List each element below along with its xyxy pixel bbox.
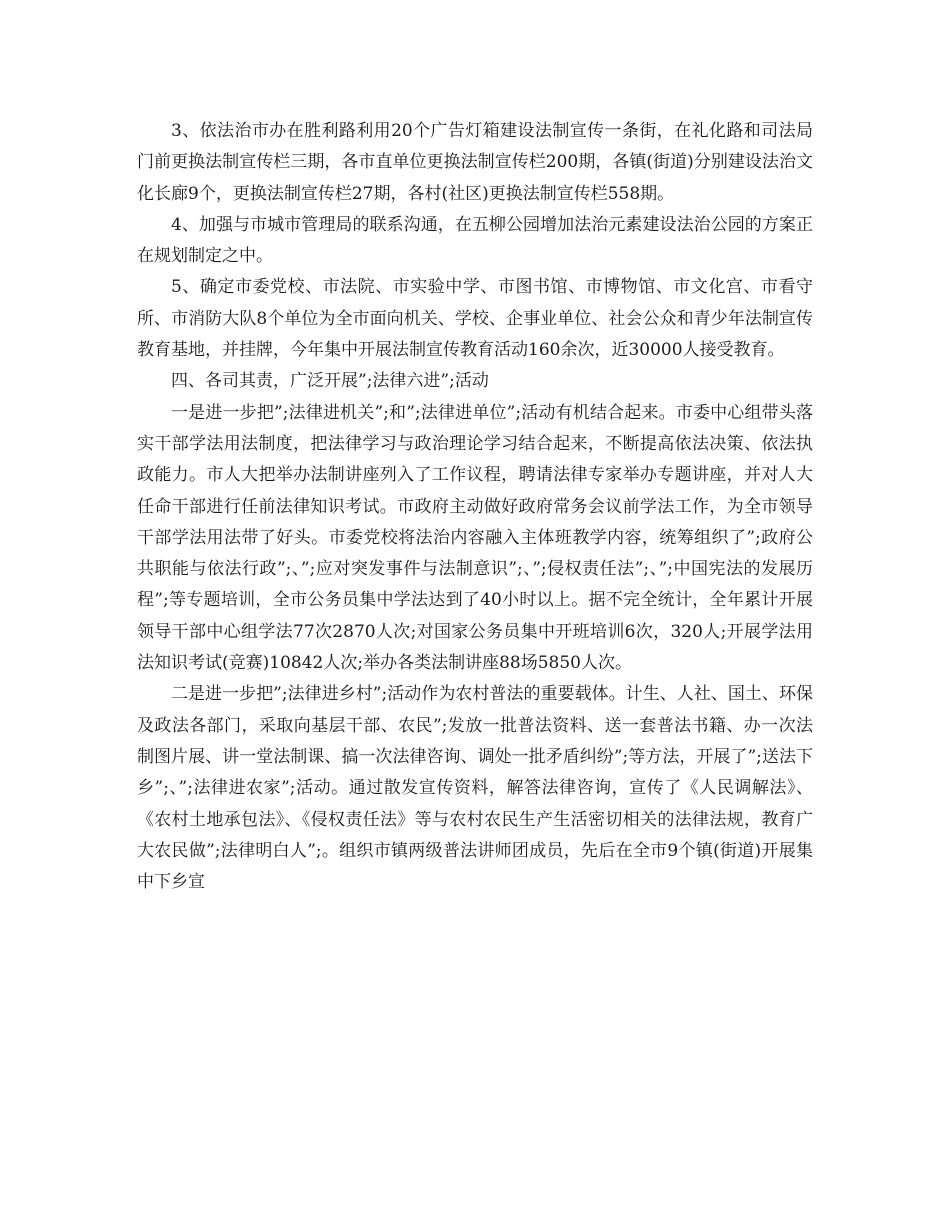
paragraph-item-3: 3、依法治市办在胜利路利用20个广告灯箱建设法制宣传一条街，在礼化路和司法局门前更换法制宣传栏三期，各市直单位更换法制宣传栏200期，各镇(街道)分别建设法治文化长廊9个，更换法制宣传栏27期，各村(社区)更换法制宣传栏558期。 <box>137 121 813 204</box>
paragraph-law-into-villages: 二是进一步把”;法律进乡村”;活动作为农村普法的重要载体。计生、人社、国土、环保及政法各部门，采取向基层干部、农民”;发放一批普法资料、送一套普法书籍、办一次法制图片展、讲一堂法制课、搞一次法律咨询、调处一批矛盾纠纷”;等方法，开展了”;送法下乡”;、”;法律进农家”;活动。通过散发宣传资料，解答法律咨询，宣传了《人民调解法》、《农村土地承包法》、《侵权责任法》等与农村农民生产生活密切相关的法律法规，教育广大农民做”;法律明白人”;。组织市镇两级普法讲师团成员，先后在全市9个镇(街道)开展集中下乡宣 <box>137 684 813 893</box>
paragraph-law-into-agencies: 一是进一步把”;法律进机关”;和”;法律进单位”;活动有机结合起来。市委中心组带头落实干部学法用法制度，把法律学习与政治理论学习结合起来，不断提高依法决策、依法执政能力。市人大把举办法制讲座列入了工作议程，聘请法律专家举办专题讲座，并对人大任命干部进行任前法律知识考试。市政府主动做好政府常务会议前学法工作，为全市领导干部学法用法带了好头。市委党校将法治内容融入主体班教学内容，统筹组织了”;政府公共职能与依法行政”;、”;应对突发事件与法制意识”;、”;侵权责任法”;、”;中国宪法的发展历程”;等专题培训，全市公务员集中学法达到了40小时以上。据不完全统计，全年累计开展领导干部中心组学法77次2870人次;对国家公务员集中开班培训6次，320人;开展学法用法知识考试(竞赛)10842人次;举办各类法制讲座88场5850人次。 <box>137 402 813 674</box>
paragraph-item-5: 5、确定市委党校、市法院、市实验中学、市图书馆、市博物馆、市文化宫、市看守所、市消防大队8个单位为全市面向机关、学校、企事业单位、社会公众和青少年法制宣传教育基地，并挂牌，今年集中开展法制宣传教育活动160余次，近30000人接受教育。 <box>137 277 813 361</box>
document-page <box>137 116 813 898</box>
paragraph-item-4: 4、加强与市城市管理局的联系沟通，在五柳公园增加法治元素建设法治公园的方案正在规划制定之中。 <box>137 214 813 267</box>
section-heading-4: 四、各司其责，广泛开展”;法律六进”;活动 <box>171 371 489 392</box>
